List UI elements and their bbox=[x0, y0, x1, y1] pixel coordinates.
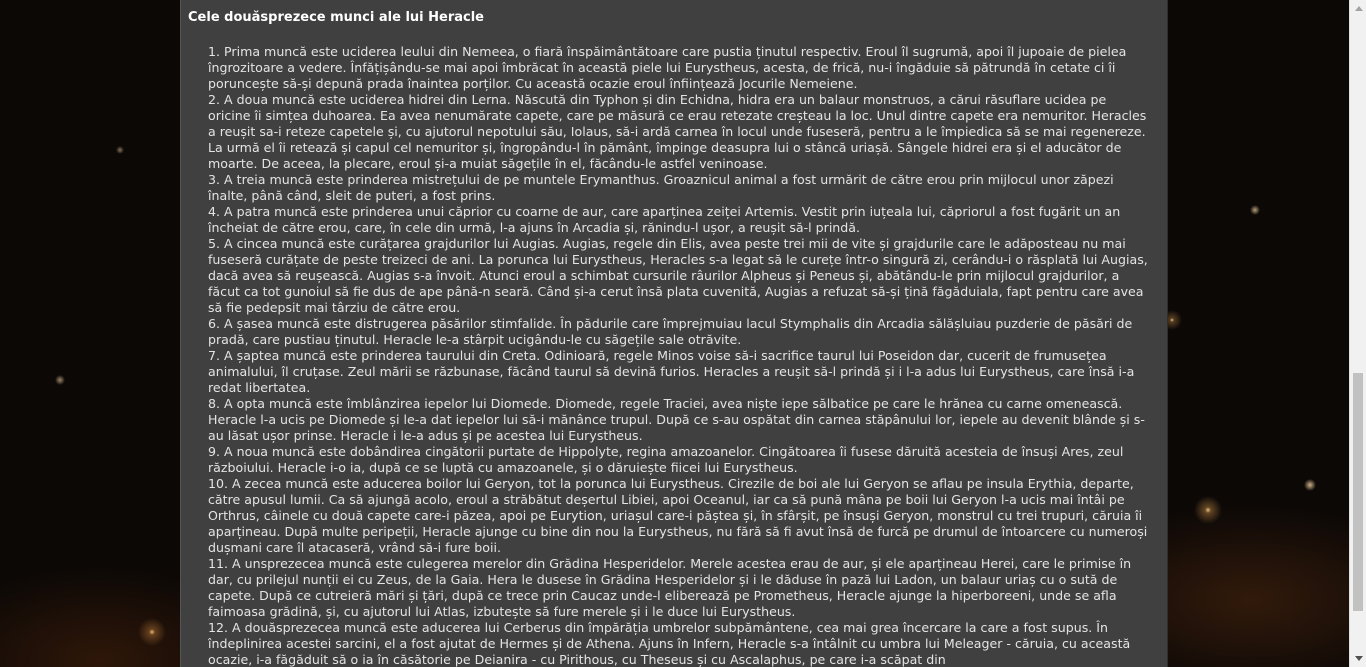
labor-item: 8. A opta muncă este îmblânzirea iepelor lui Diomede. Diomede, regele Traciei, avea niște iepe sălbatice pe care le hrănea cu carne omenească. Heracle l-a ucis pe Diomede și le-a dat iepelor lui să-i mănânce trupul. După ce s-au ospătat din carnea stăpânului lor, iepele au devenit blânde și s-au lăsat ușor prinse. Heracle i le-a adus și pe acestea lui Eurystheus. bbox=[208, 396, 1145, 443]
labor-item: 10. A zecea muncă este aducerea boilor lui Geryon, tot la porunca lui Eurystheus. Cirezile de boi ale lui Geryon se aflau pe insula Erythia, departe, către apusul lumii. Ca să ajungă acolo, eroul a străbătut deșertul Libiei, apoi Oceanul, iar ca să pună mâna pe boii lui Geryon l-a ucis mai întâi pe Orthrus, câinele cu două capete care-i păzea, apoi pe Eurytion, uriașul care-i păștea și, în sfârșit, pe însuși Geryon, monstrul cu trei trupuri, căruia îi aparțineau. După multe peripeții, Heracle ajunge cu bine din nou la Eurystheus, nu fără să fi avut însă de furcă pe drumul de întoarcere cu numeroși dușmani care îl atacaseră, vrând să-i fure boii. bbox=[208, 476, 1148, 555]
labor-item: 12. A douăsprezecea muncă este aducerea lui Cerberus din împărăția umbrelor subpământene, cea mai grea încercare la care a fost supus. În îndeplinirea acestei sarcini, el a fost ajutat de Hermes și de Athena. Ajuns în Infern, Heracle s-a întâlnit cu umbra lui Meleager - căruia, cu această ocazie, i-a făgăduit să o ia în căsătorie pe Deianira - cu Pirithous, cu Theseus și cu Ascalaphus, pe care i-a scăpat din bbox=[208, 620, 1131, 667]
labor-item: 3. A treia muncă este prinderea mistrețului de pe muntele Erymanthus. Groaznicul animal a fost urmărit de către erou prin mijlocul unor zăpezi înalte, până când, sleit de puteri, a fost prins. bbox=[208, 172, 1114, 203]
labor-item: 5. A cincea muncă este curățarea grajdurilor lui Augias. Augias, regele din Elis, avea peste trei mii de vite și grajdurile care le adăposteau nu mai fuseseră curățate de peste treizeci de ani. La porunca lui Eurystheus, Heracles s-a legat să le curețe într-o singură zi, cerându-i o răsplată lui Augias, dacă avea să reușească. Augias s-a învoit. Atunci eroul a schimbat cursurile râurilor Alpheus și Peneus și, abătându-le prin mijlocul grajdurilor, a făcut ca tot gunoiul să fie dus de ape până-n seară. Când și-a cerut însă plata cuvenită, Augias a refuzat să-și țină făgăduiala, fapt pentru care avea să fie pedepsit mai târziu de către erou. bbox=[208, 236, 1148, 315]
labor-item: 1. Prima muncă este uciderea leului din Nemeea, o fiară înspăimântătoare care pustia ținutul respectiv. Eroul îl sugrumă, apoi îl jupoaie de pielea îngrozitoare a vedere. Înfățișându-se mai apoi îmbrăcat în această piele lui Eurystheus, acesta, de frică, nu-i îngăduie să pătrundă în cetate ci îi poruncește să-și depună prada înaintea porților. Cu această ocazie eroul înființează Jocurile Nemeiene. bbox=[208, 44, 1127, 91]
triangle-up-icon bbox=[1355, 6, 1363, 11]
labor-item: 6. A șasea muncă este distrugerea păsărilor stimfalide. În pădurile care împrejmuiau lacul Stymphalis din Arcadia sălășluiau puzderie de păsări de pradă, care pustiau ținutul. Heracle le-a stârpit ucigându-le cu săgețile sale otrăvite. bbox=[208, 316, 1133, 347]
labor-item: 4. A patra muncă este prinderea unui căprior cu coarne de aur, care aparținea zeiței Artemis. Vestit prin iuțeala lui, căpriorul a fost fugărit un an încheiat de către erou, care, în cele din urmă, l-a ajuns în Arcadia și, rănindu-l ușor, a reușit să-l prindă. bbox=[208, 204, 1121, 235]
labor-item: 11. A unsprezecea muncă este culegerea merelor din Grădina Hesperidelor. Merele acestea erau de aur, și ele aparțineau Herei, care le primise în dar, cu prilejul nunții ei cu Zeus, de la Gaia. Hera le dusese în Grădina Hesperidelor și i le dăduse în pază lui Ladon, un balaur uriaș cu o sută de capete. După ce cutreieră mări și țări, după ce trece prin Caucaz unde-l eliberează pe Prometheus, Heracle ajunge la hiperboreeni, unde se afla faimoasa grădină, și, cu ajutorul lui Atlas, izbutește să fure merele și i le duce lui Eurystheus. bbox=[208, 556, 1132, 619]
page-scrollbar[interactable] bbox=[1349, 0, 1366, 667]
scroll-up-button[interactable] bbox=[1350, 0, 1366, 17]
labor-item: 7. A șaptea muncă este prinderea taurului din Creta. Odinioară, regele Minos voise să-i sacrifice taurul lui Poseidon dar, cucerit de frumusețea animalului, îl cruțase. Zeul mării se răzbunase, făcând taurul să devină furios. Heracles a reușit să-l prindă și i l-a adus lui Eurystheus, care însă i-a redat libertatea. bbox=[208, 348, 1135, 395]
article-panel bbox=[180, 0, 1168, 667]
labor-item: 2. A doua muncă este uciderea hidrei din Lerna. Născută din Typhon și din Echidna, hidra era un balaur monstruos, a cărui răsuflare ucidea pe oricine îi simțea duhoarea. Ea avea nenumărate capete, care pe măsură ce erau retezate creșteau la loc. Unul dintre capete era nemuritor. Heracles a reușit sa-i reteze capetele și, cu ajutorul nepotului său, Iolaus, să-i ardă carnea în locul unde fuseseră, pentru a le împiedica să se mai regenereze. La urmă el îi retează și capul cel nemuritor și, îngropându-l în pământ, împinge deasupra lui o stâncă uriașă. Sângele hidrei era și el aducător de moarte. De aceea, la plecare, eroul și-a muiat săgețile în el, făcându-le astfel veninoase. bbox=[208, 92, 1147, 171]
article-title: Cele douăsprezece munci ale lui Heracle bbox=[188, 10, 484, 25]
triangle-down-icon bbox=[1355, 656, 1363, 661]
scroll-down-button[interactable] bbox=[1350, 650, 1366, 667]
scroll-thumb[interactable] bbox=[1353, 373, 1363, 611]
labor-item: 9. A noua muncă este dobândirea cingătorii purtate de Hippolyte, regina amazoanelor. Cingătoarea îi fusese dăruită acesteia de însuși Ares, zeul războiului. Heracle i-o ia, după ce se luptă cu amazoanele, și o dăruiește fiicei lui Eurystheus. bbox=[208, 444, 1124, 475]
labors-list bbox=[208, 44, 1148, 667]
